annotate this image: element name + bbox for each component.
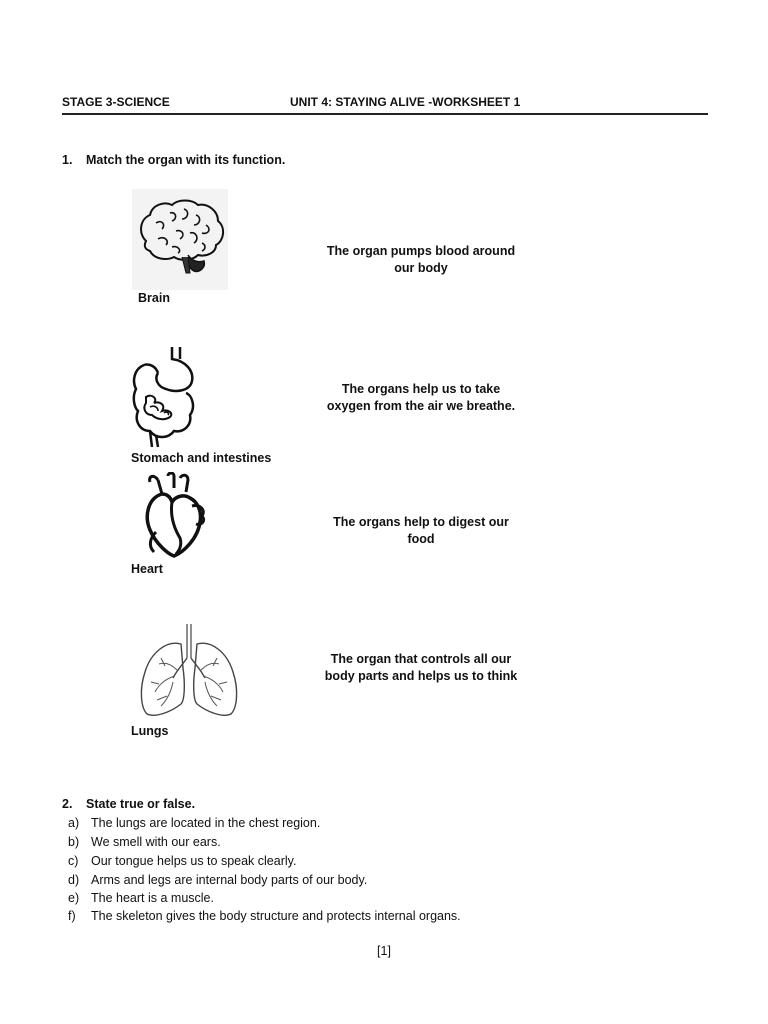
function-4-line-2: body parts and helps us to think bbox=[324, 669, 518, 683]
statement-e-letter: e) bbox=[68, 891, 80, 905]
header-divider bbox=[62, 113, 708, 115]
function-box-1[interactable] bbox=[321, 243, 521, 277]
question-1 bbox=[62, 153, 285, 167]
function-3-line-2: food bbox=[407, 532, 435, 546]
statement-d-letter: d) bbox=[68, 873, 80, 887]
header-unit-title: UNIT 4: STAYING ALIVE -WORKSHEET 1 bbox=[290, 95, 521, 109]
question-1-text: Match the organ with its function. bbox=[86, 153, 286, 167]
statement-d-text: Arms and legs are internal body parts of our body. bbox=[91, 873, 368, 887]
statement-b-letter: b) bbox=[68, 835, 80, 849]
question-2 bbox=[62, 797, 195, 811]
question-1-number: 1. bbox=[62, 153, 73, 167]
statement-c-letter: c) bbox=[68, 854, 79, 868]
statement-f bbox=[68, 909, 461, 923]
function-3-line-1: The organs help to digest our bbox=[333, 515, 509, 529]
header-stage: STAGE 3-SCIENCE bbox=[62, 95, 170, 109]
heart-image bbox=[140, 472, 210, 560]
stomach-intestines-icon bbox=[128, 345, 204, 449]
organ-label-stomach-intestines: Stomach and intestines bbox=[131, 451, 272, 465]
lungs-icon bbox=[137, 622, 241, 720]
heart-icon bbox=[140, 472, 210, 560]
question-2-text: State true or false. bbox=[86, 797, 196, 811]
statement-f-letter: f) bbox=[68, 909, 76, 923]
statement-f-text: The skeleton gives the body structure and protects internal organs. bbox=[91, 909, 461, 923]
organ-label-heart: Heart bbox=[131, 562, 163, 576]
lungs-image bbox=[137, 622, 241, 720]
statement-e-text: The heart is a muscle. bbox=[91, 891, 214, 905]
statement-e bbox=[68, 891, 214, 905]
statement-a-text: The lungs are located in the chest region. bbox=[91, 816, 321, 830]
function-1-line-1: The organ pumps blood around bbox=[326, 244, 516, 258]
stomach-intestines-image bbox=[128, 345, 204, 449]
function-box-2[interactable] bbox=[321, 381, 521, 415]
function-2-line-1: The organs help us to take bbox=[341, 382, 501, 396]
statement-d bbox=[68, 873, 367, 887]
organ-label-brain: Brain bbox=[138, 291, 170, 305]
statement-c bbox=[68, 854, 296, 868]
question-2-number: 2. bbox=[62, 797, 73, 811]
function-box-4[interactable] bbox=[321, 651, 521, 685]
function-4-line-1: The organ that controls all our bbox=[330, 652, 512, 666]
statement-a-letter: a) bbox=[68, 816, 80, 830]
brain-image bbox=[132, 189, 228, 290]
statement-b bbox=[68, 835, 221, 849]
brain-icon bbox=[132, 189, 228, 290]
function-box-3[interactable] bbox=[321, 514, 521, 548]
organ-label-lungs: Lungs bbox=[131, 724, 169, 738]
function-1-line-2: our body bbox=[394, 261, 448, 275]
statement-c-text: Our tongue helps us to speak clearly. bbox=[91, 854, 297, 868]
statement-b-text: We smell with our ears. bbox=[91, 835, 221, 849]
statement-a bbox=[68, 816, 320, 830]
function-2-line-2: oxygen from the air we breathe. bbox=[326, 399, 516, 413]
page-number: [1] bbox=[377, 944, 391, 958]
